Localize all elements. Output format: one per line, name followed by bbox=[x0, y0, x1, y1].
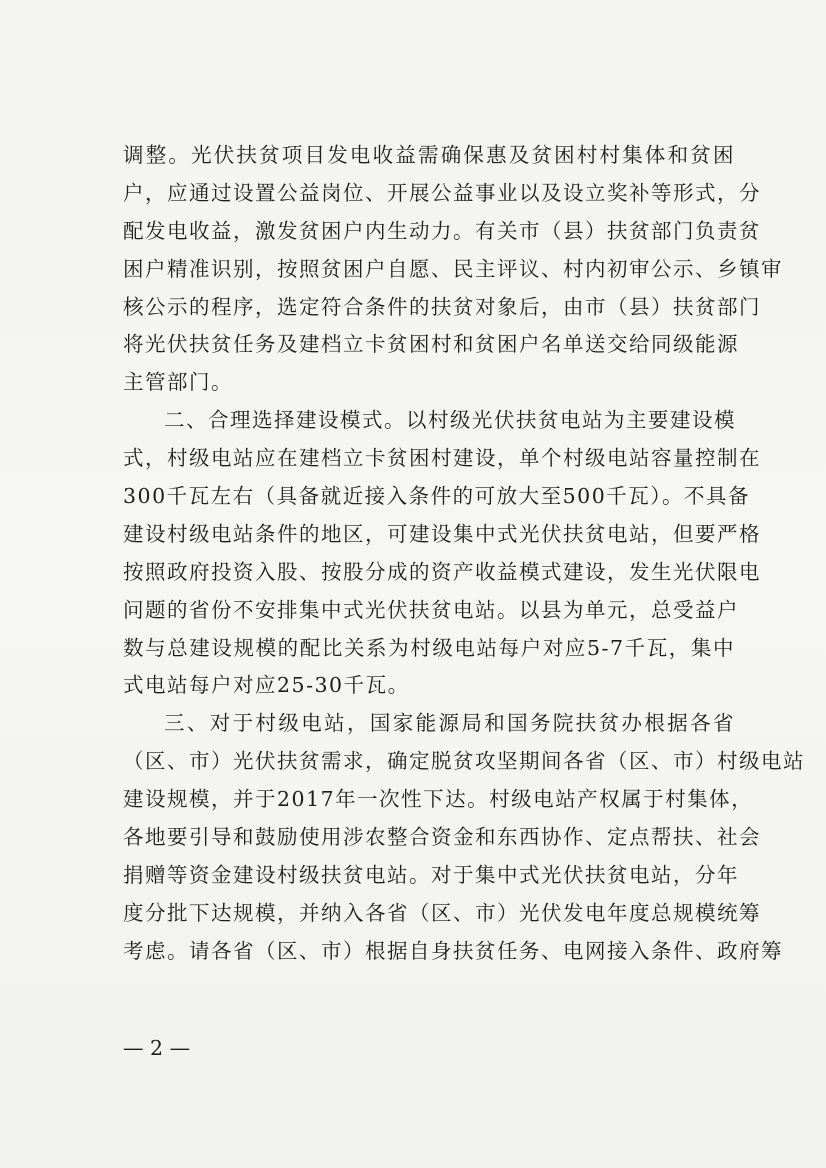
paragraph-2-line-2: 式，村级电站应在建档立卡贫困村建设，单个村级电站容量控制在 bbox=[123, 446, 761, 471]
paragraph-1-line-1: 调整。光伏扶贫项目发电收益需确保惠及贫困村村集体和贫困 bbox=[123, 143, 735, 167]
paragraph-2-line-3: 300千瓦左右（具备就近接入条件的可放大至500千瓦）。不具备 bbox=[123, 484, 751, 509]
paragraph-3-line-3: 建设规模，并于2017年一次性下达。村级电站产权属于村集体， bbox=[123, 787, 754, 812]
paragraph-3-line-1: 三、对于村级电站，国家能源局和国务院扶贫办根据各省 bbox=[164, 711, 735, 736]
paragraph-2-line-7: 数与总建设规模的配比关系为村级电站每户对应5-7千瓦，集中 bbox=[123, 635, 735, 660]
paragraph-1-line-7: 主管部门。 bbox=[123, 370, 233, 395]
paragraph-3-line-2: （区、市）光伏扶贫需求，确定脱贫攻坚期间各省（区、市）村级电站 bbox=[123, 749, 805, 774]
paragraph-1-line-5: 核公示的程序，选定符合条件的扶贫对象后，由市（县）扶贫部门 bbox=[123, 294, 761, 319]
document-body bbox=[123, 137, 805, 971]
paragraph-3-line-6: 度分批下达规模，并纳入各省（区、市）光伏发电年度总规模统筹 bbox=[123, 900, 761, 925]
paragraph-1-line-4: 困户精准识别，按照贫困户自愿、民主评议、村内初审公示、乡镇审 bbox=[123, 256, 783, 281]
paragraph-3-line-5: 捐赠等资金建设村级扶贫电站。对于集中式光伏扶贫电站，分年 bbox=[123, 862, 739, 887]
paragraph-2-line-1: 二、合理选择建设模式。以村级光伏扶贫电站为主要建设模 bbox=[164, 408, 736, 433]
paragraph-1-line-3: 配发电收益，激发贫困户内生动力。有关市（县）扶贫部门负责贫 bbox=[123, 218, 761, 243]
page-number: — 2 — bbox=[123, 1036, 191, 1060]
paragraph-3-line-4: 各地要引导和鼓励使用涉农整合资金和东西协作、定点帮扶、社会 bbox=[123, 825, 761, 850]
paragraph-3-line-7: 考虑。请各省（区、市）根据自身扶贫任务、电网接入条件、政府筹 bbox=[123, 938, 783, 963]
paragraph-1-line-6: 将光伏扶贫任务及建档立卡贫困村和贫困户名单送交给同级能源 bbox=[123, 332, 739, 357]
paragraph-2-line-6: 问题的省份不安排集中式光伏扶贫电站。以县为单元，总受益户 bbox=[123, 597, 739, 622]
paragraph-2-line-4: 建设村级电站条件的地区，可建设集中式光伏扶贫电站，但要严格 bbox=[123, 521, 761, 546]
paragraph-1-line-2: 户，应通过设置公益岗位、开展公益事业以及设立奖补等形式，分 bbox=[123, 180, 761, 205]
paragraph-2-line-8: 式电站每户对应25-30千瓦。 bbox=[123, 673, 410, 698]
paragraph-2-line-5: 按照政府投资入股、按股分成的资产收益模式建设，发生光伏限电 bbox=[123, 559, 761, 584]
